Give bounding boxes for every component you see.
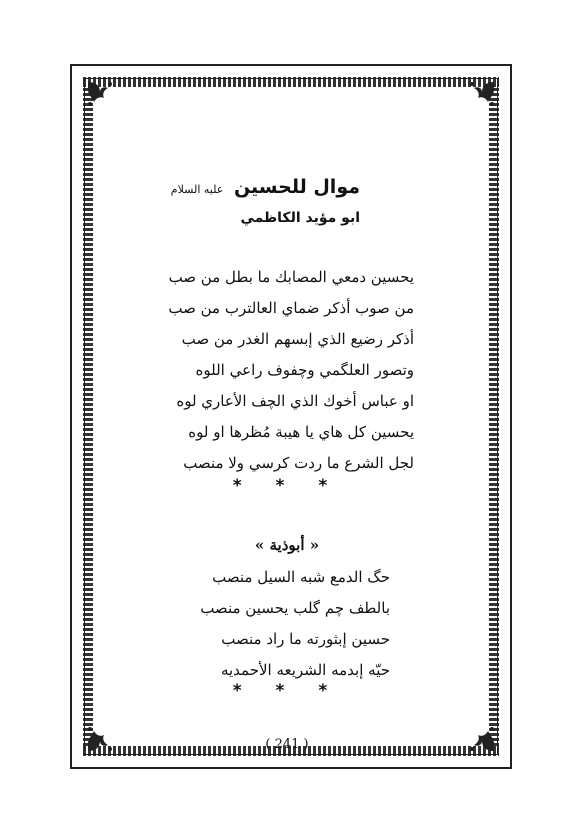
verse-line: من صوب أذكر ضماي العالترب من صب [168,299,414,317]
poem-title [171,176,360,198]
verse-line: حگ الدمع شبه السيل منصب [212,568,390,586]
verse-line: حيّه إبدمه الشريعه الأحمديه [220,661,390,679]
verse-line: لجل الشرع ما ردت كرسي ولا منصب [183,454,414,472]
section-heading: « أبوذية » [254,536,320,554]
verse-line: أذكر رضيع الذي إبسهم الغدر من صب [181,330,414,348]
stars-separator: * * * [232,476,342,496]
poet-name: ابو مؤيد الكاظمي [240,210,360,226]
corner-ornament-icon [466,80,496,110]
verse-line: يحسين دمعي المصابك ما بطل من صب [168,268,414,286]
title-text: موال للحسين [233,176,360,198]
mawwal-verses [168,262,414,479]
page-number: ( 241 ) [265,737,309,752]
abudhiya-verses [200,562,390,686]
corner-ornament-icon [86,80,116,110]
stars-separator: * * * [232,681,342,701]
verse-line: حسين إبثورته ما راد منصب [221,630,390,648]
honorific-text: عليه السلام [170,183,224,196]
verse-line: او عباس أخوك الذي الچف الأعاري لوه [176,392,414,410]
verse-line: يحسين كل هاي يا هيبة مُظرها او لوه [188,423,414,441]
verse-line: وتصور العلگمي وچفوف راعي اللوه [195,361,414,379]
verse-line: بالطف چم گلب يحسين منصب [200,599,390,617]
